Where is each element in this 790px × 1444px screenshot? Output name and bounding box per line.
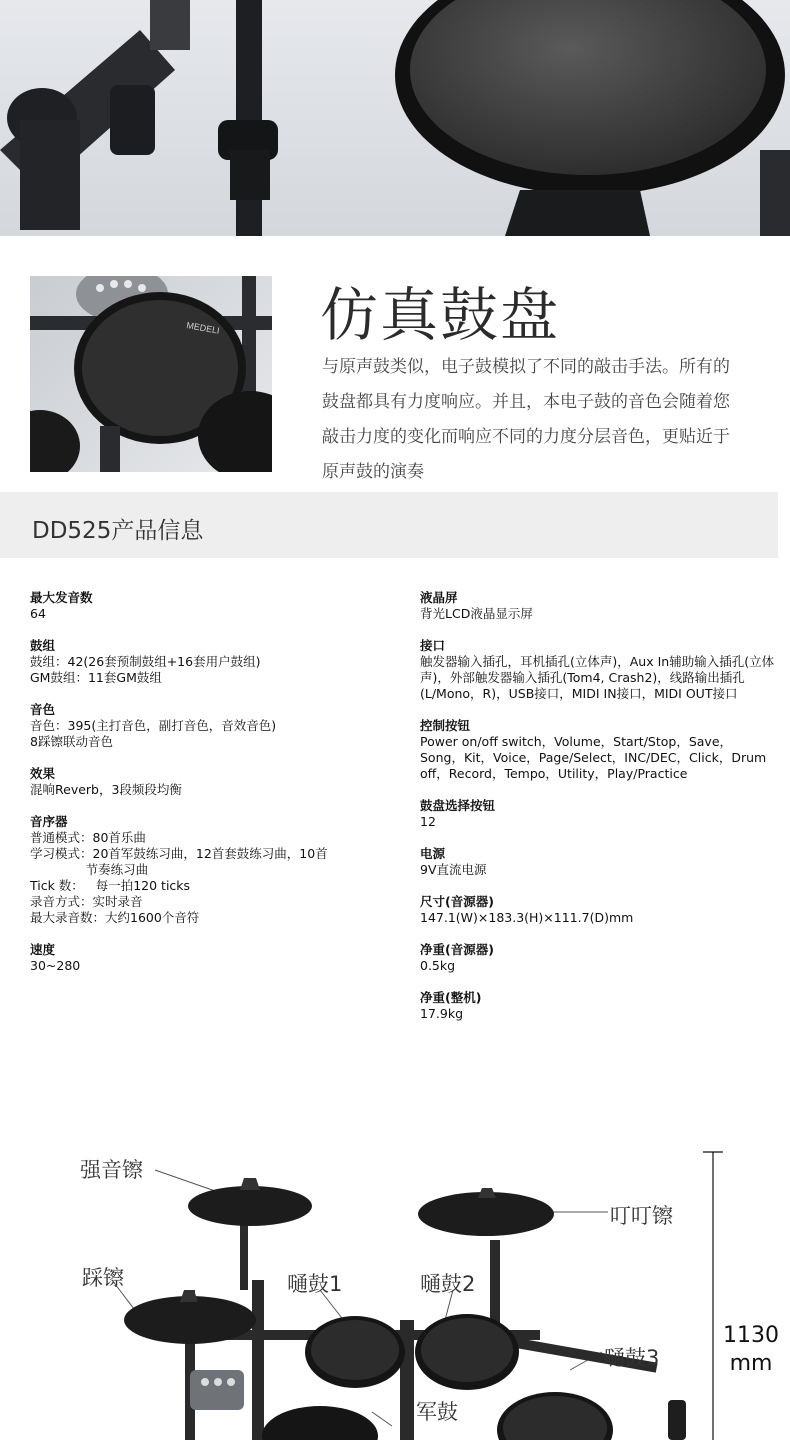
spec-group: [30, 702, 390, 750]
hero-photo: [0, 0, 790, 236]
spec-group: [30, 638, 390, 686]
spec-label: 净重(音源器): [420, 942, 494, 957]
spec-value: 节奏练习曲: [30, 862, 149, 877]
kit-height-dimension: [716, 1322, 786, 1378]
hihat-cymbal: [124, 1296, 256, 1344]
rack-post: [252, 1280, 264, 1440]
spec-group: [420, 638, 775, 702]
hihat-cymbal-bell: [180, 1290, 198, 1302]
label-tom1: 嗵鼓1: [287, 1272, 343, 1296]
spec-label: 鼓组: [30, 638, 56, 653]
label-crash-cymbal: 强音镲: [80, 1158, 143, 1182]
ride-cymbal-bell: [478, 1188, 496, 1198]
feature-description: 与原声鼓类似，电子鼓模拟了不同的敲击手法。所有的鼓盘都具有力度响应。并且，本电子鼓的音色会随着您敲击力度的变化而响应不同的力度分层音色，更贴近于原声鼓的演奏: [322, 357, 730, 482]
spec-group: [30, 590, 390, 622]
feature-photo: [30, 276, 272, 472]
spec-label: 控制按钮: [420, 718, 471, 733]
crash-cymbal: [188, 1186, 312, 1226]
snare-pad: [262, 1406, 378, 1440]
spec-group: [420, 942, 775, 974]
sound-module: [190, 1370, 244, 1410]
leader-snare: [372, 1412, 392, 1426]
spec-value: 鼓组：42(26套预制鼓组+16套用户鼓组): [30, 654, 261, 669]
spec-value: 147.1(W)×183.3(H)×111.7(D)mm: [420, 910, 634, 925]
spec-group: [420, 846, 775, 878]
spec-value: 混响Reverb，3段频段均衡: [30, 782, 182, 797]
spec-value: 9V直流电源: [420, 862, 487, 877]
spec-label: 音色: [30, 702, 56, 717]
leader-crash: [155, 1170, 218, 1192]
spec-column-right: [420, 590, 775, 1038]
spec-value: 最大录音数：大约1600个音符: [30, 910, 200, 925]
spec-value: 0.5kg: [420, 958, 456, 973]
spec-value: 30~280: [30, 958, 81, 973]
spec-group: [420, 894, 775, 926]
spec-label: 鼓盘选择按钮: [420, 798, 496, 813]
spec-group: [30, 766, 390, 798]
spec-value: 背光LCD液晶显示屏: [420, 606, 533, 621]
spec-group: [420, 798, 775, 830]
label-tom2: 嗵鼓2: [420, 1272, 476, 1296]
spec-value: 学习模式：20首军鼓练习曲，12首套鼓练习曲，10首: [30, 846, 328, 861]
dimension-value: 1130: [723, 1323, 779, 1348]
spec-label: 音序器: [30, 814, 68, 829]
pad-closeup-illustration: [30, 276, 272, 472]
spec-value: 8踩镲联动音色: [30, 734, 113, 749]
spec-label: 净重(整机): [420, 990, 482, 1005]
dimension-unit: mm: [729, 1351, 773, 1376]
spec-value: 音色：395(主打音色，副打音色，音效音色): [30, 718, 277, 733]
spec-group: [420, 990, 775, 1022]
spec-value: Power on/off switch，Volume，Start/Stop，Save，Song，Kit，Voice，Page/Select，INC/DEC，Click，Drum off，Record，Tempo，Utility，Play/Practice: [420, 734, 767, 781]
spec-value: GM鼓组：11套GM鼓组: [30, 670, 162, 685]
label-ride-cymbal: 叮叮镲: [610, 1204, 673, 1228]
spec-label: 接口: [420, 638, 446, 653]
spec-value: 普通模式：80首乐曲: [30, 830, 146, 845]
spec-label: 速度: [30, 942, 56, 957]
rack-post: [400, 1320, 414, 1440]
feature-title: 仿真鼓盘: [320, 281, 561, 349]
product-info-title: DD525产品信息: [32, 518, 204, 544]
spec-label: 尺寸(音源器): [420, 894, 494, 909]
ride-cymbal: [418, 1192, 554, 1236]
spec-value: 12: [420, 814, 436, 829]
label-snare: 军鼓: [416, 1400, 458, 1424]
spec-group: [30, 814, 390, 926]
spec-group: [420, 718, 775, 782]
spec-label: 电源: [420, 846, 446, 861]
spec-label: 最大发音数: [30, 590, 93, 605]
spec-value: Tick 数： 每一拍120 ticks: [30, 878, 191, 893]
spec-column-left: [30, 590, 390, 990]
spec-group: [420, 590, 775, 622]
pad-brand-logo: MEDELI: [185, 320, 221, 336]
spec-value: 触发器输入插孔，耳机插孔(立体声)，Aux In辅助输入插孔(立体声)，外部触发器输入插孔(Tom4, Crash2)，线路输出插孔(L/Mono，R)，USB接口，MIDI IN接口，MIDI OUT接口: [420, 654, 775, 701]
spec-label: 效果: [30, 766, 56, 781]
hero-drum-illustration: [0, 0, 790, 236]
label-tom3: 嗵鼓3: [604, 1346, 660, 1370]
spec-label: 液晶屏: [420, 590, 458, 605]
label-hihat: 踩镲: [82, 1266, 124, 1290]
spec-value: 64: [30, 606, 46, 621]
spec-value: 录音方式：实时录音: [30, 894, 143, 909]
spec-value: 17.9kg: [420, 1006, 464, 1021]
rack-post-right: [668, 1400, 686, 1440]
crash-cymbal-bell: [240, 1178, 260, 1190]
spec-group: [30, 942, 390, 974]
